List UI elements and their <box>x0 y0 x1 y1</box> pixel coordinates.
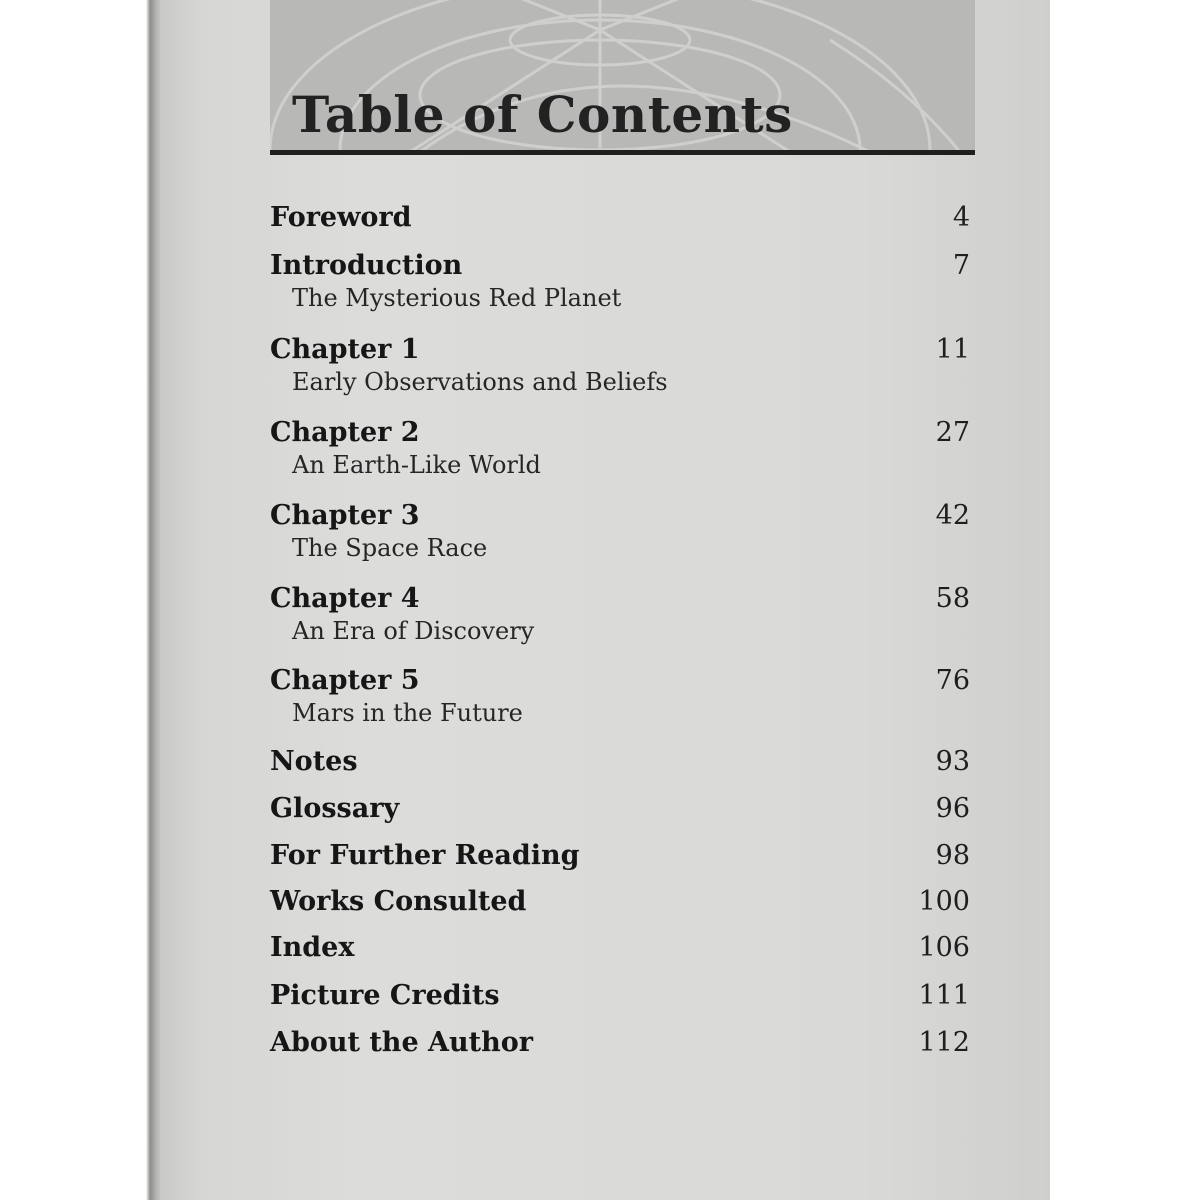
toc-entry-introduction <box>270 248 970 312</box>
toc-entry-page: 27 <box>935 417 970 448</box>
toc-entry-page: 100 <box>918 886 970 917</box>
toc-entry-about-the-author <box>270 1025 970 1065</box>
toc-entry-label: Picture Credits <box>270 980 500 1011</box>
toc-entry-label: Chapter 5 <box>270 665 420 696</box>
toc-entry-label: Works Consulted <box>270 886 527 917</box>
toc-entry-page: 76 <box>935 665 970 696</box>
toc-entry-label: Glossary <box>270 793 400 824</box>
toc-entry-page: 112 <box>918 1027 970 1058</box>
toc-entry-picture-credits <box>270 978 970 1018</box>
toc-entry-label: Notes <box>270 746 358 777</box>
toc-entry-subtitle: An Era of Discovery <box>292 617 535 645</box>
toc-entry-further-reading <box>270 838 970 878</box>
toc-entry-page: 11 <box>935 334 970 365</box>
toc-entry-notes <box>270 744 970 784</box>
toc-entry-label: Chapter 2 <box>270 417 420 448</box>
toc-entry-label: Chapter 3 <box>270 500 420 531</box>
toc-entry-chapter-1 <box>270 332 970 396</box>
right-margin <box>1050 0 1200 1200</box>
toc-entry-label: Introduction <box>270 250 463 281</box>
toc-entry-subtitle: Early Observations and Beliefs <box>292 368 668 396</box>
toc-entry-page: 42 <box>935 500 970 531</box>
toc-entry-label: Chapter 4 <box>270 583 420 614</box>
toc-entry-subtitle: The Space Race <box>292 534 488 562</box>
toc-entry-page: 7 <box>952 250 970 281</box>
page-gutter-shadow <box>0 0 168 1200</box>
toc-entry-subtitle: Mars in the Future <box>292 699 523 727</box>
toc-entry-label: For Further Reading <box>270 840 580 871</box>
toc-entry-foreword <box>270 200 970 240</box>
toc-entry-page: 58 <box>935 583 970 614</box>
toc-entry-subtitle: An Earth-Like World <box>292 451 541 479</box>
toc-entry-label: Foreword <box>270 202 412 233</box>
toc-entry-index <box>270 930 970 970</box>
toc-entry-chapter-5 <box>270 663 970 727</box>
toc-entry-page: 111 <box>918 980 970 1011</box>
toc-list <box>270 0 975 1200</box>
toc-entry-page: 98 <box>935 840 970 871</box>
page-title: Table of Contents <box>292 85 793 144</box>
toc-entry-chapter-4 <box>270 581 970 645</box>
toc-entry-label: About the Author <box>270 1027 533 1058</box>
toc-entry-subtitle: The Mysterious Red Planet <box>292 284 622 312</box>
toc-entry-page: 106 <box>918 932 970 963</box>
toc-entry-page: 96 <box>935 793 970 824</box>
toc-entry-page: 93 <box>935 746 970 777</box>
toc-entry-label: Chapter 1 <box>270 334 420 365</box>
toc-entry-page: 4 <box>952 202 970 233</box>
toc-entry-chapter-3 <box>270 498 970 562</box>
toc-entry-label: Index <box>270 932 355 963</box>
toc-entry-glossary <box>270 791 970 831</box>
toc-entry-works-consulted <box>270 884 970 924</box>
toc-entry-chapter-2 <box>270 415 970 479</box>
